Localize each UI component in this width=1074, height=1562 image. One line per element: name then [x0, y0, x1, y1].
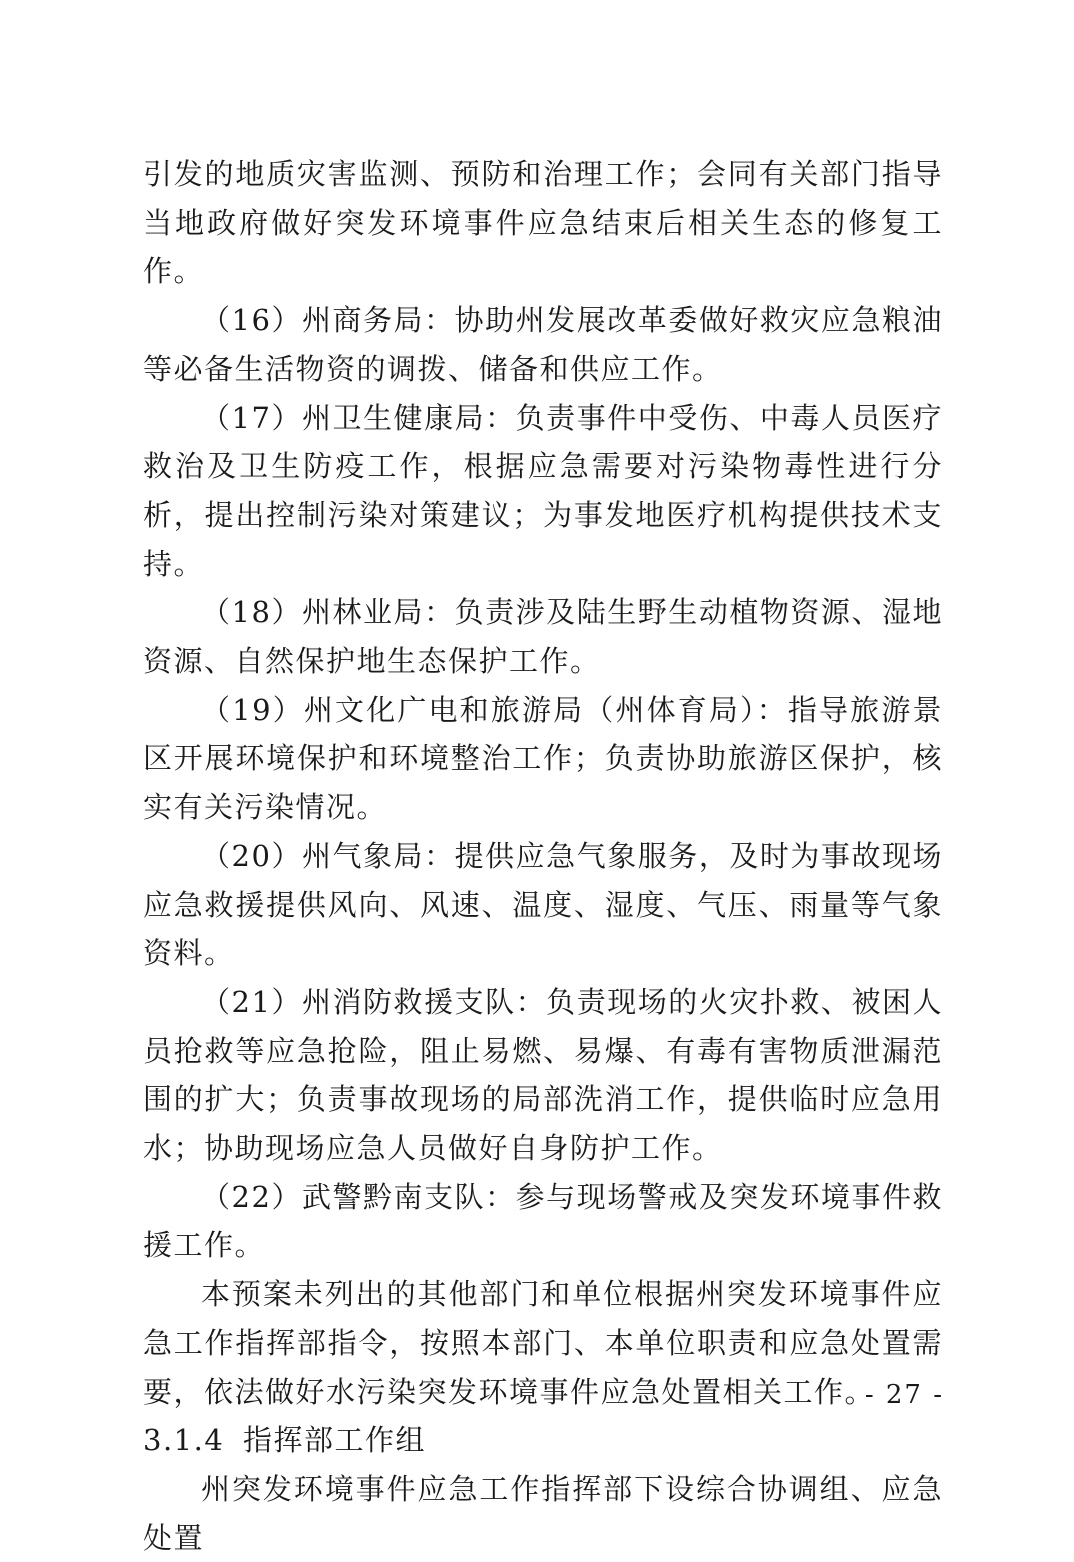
- paragraph-fire-rescue: （21）州消防救援支队：负责现场的火灾扑救、被困人员抢救等应急抢险，阻止易燃、易爆、有毒有害物质泄漏范围的扩大；负责事故现场的局部洗消工作，提供临时应急用水；协助现场应急人员做好自身防护工作。: [143, 984, 943, 1166]
- paragraph-culture-tourism-bureau: （19）州文化广电和旅游局（州体育局）：指导旅游景区开展环境保护和环境整治工作；负责协助旅游区保护，核实有关污染情况。: [143, 692, 943, 825]
- paragraph-working-groups: 州突发环境事件应急工作指挥部下设综合协调组、应急处置: [143, 1471, 943, 1555]
- paragraph-meteorology-bureau: （20）州气象局：提供应急气象服务，及时为事故现场应急救援提供风向、风速、温度、湿度、气压、雨量等气象资料。: [143, 838, 943, 971]
- paragraph-other-departments: 本预案未列出的其他部门和单位根据州突发环境事件应急工作指挥部指令，按照本部门、本单位职责和应急处置需要，依法做好水污染突发环境事件应急处置相关工作。: [143, 1277, 943, 1409]
- page-number: - 27 -: [864, 1380, 944, 1410]
- document-body: [143, 150, 943, 1562]
- paragraph-forestry-bureau: （18）州林业局：负责涉及陆生野生动植物资源、湿地资源、自然保护地生态保护工作。: [143, 595, 943, 679]
- section-heading: [143, 1416, 943, 1465]
- paragraph-commerce-bureau: （16）州商务局：协助州发展改革委做好救灾应急粮油等必备生活物资的调拨、储备和供应工作。: [143, 303, 943, 386]
- paragraph-health-bureau: （17）州卫生健康局：负责事件中受伤、中毒人员医疗救治及卫生防疫工作，根据应急需要对污染物毒性进行分析，提出控制污染对策建议；为事发地医疗机构提供技术支持。: [143, 400, 943, 581]
- section-title: 指挥部工作组: [243, 1423, 427, 1458]
- paragraph-armed-police: （22）武警黔南支队：参与现场警戒及突发环境事件救援工作。: [143, 1179, 943, 1263]
- section-number: 3.1.4: [143, 1423, 225, 1458]
- paragraph-continuation: 引发的地质灾害监测、预防和治理工作；会同有关部门指导当地政府做好突发环境事件应急结束后相关生态的修复工作。: [143, 157, 943, 289]
